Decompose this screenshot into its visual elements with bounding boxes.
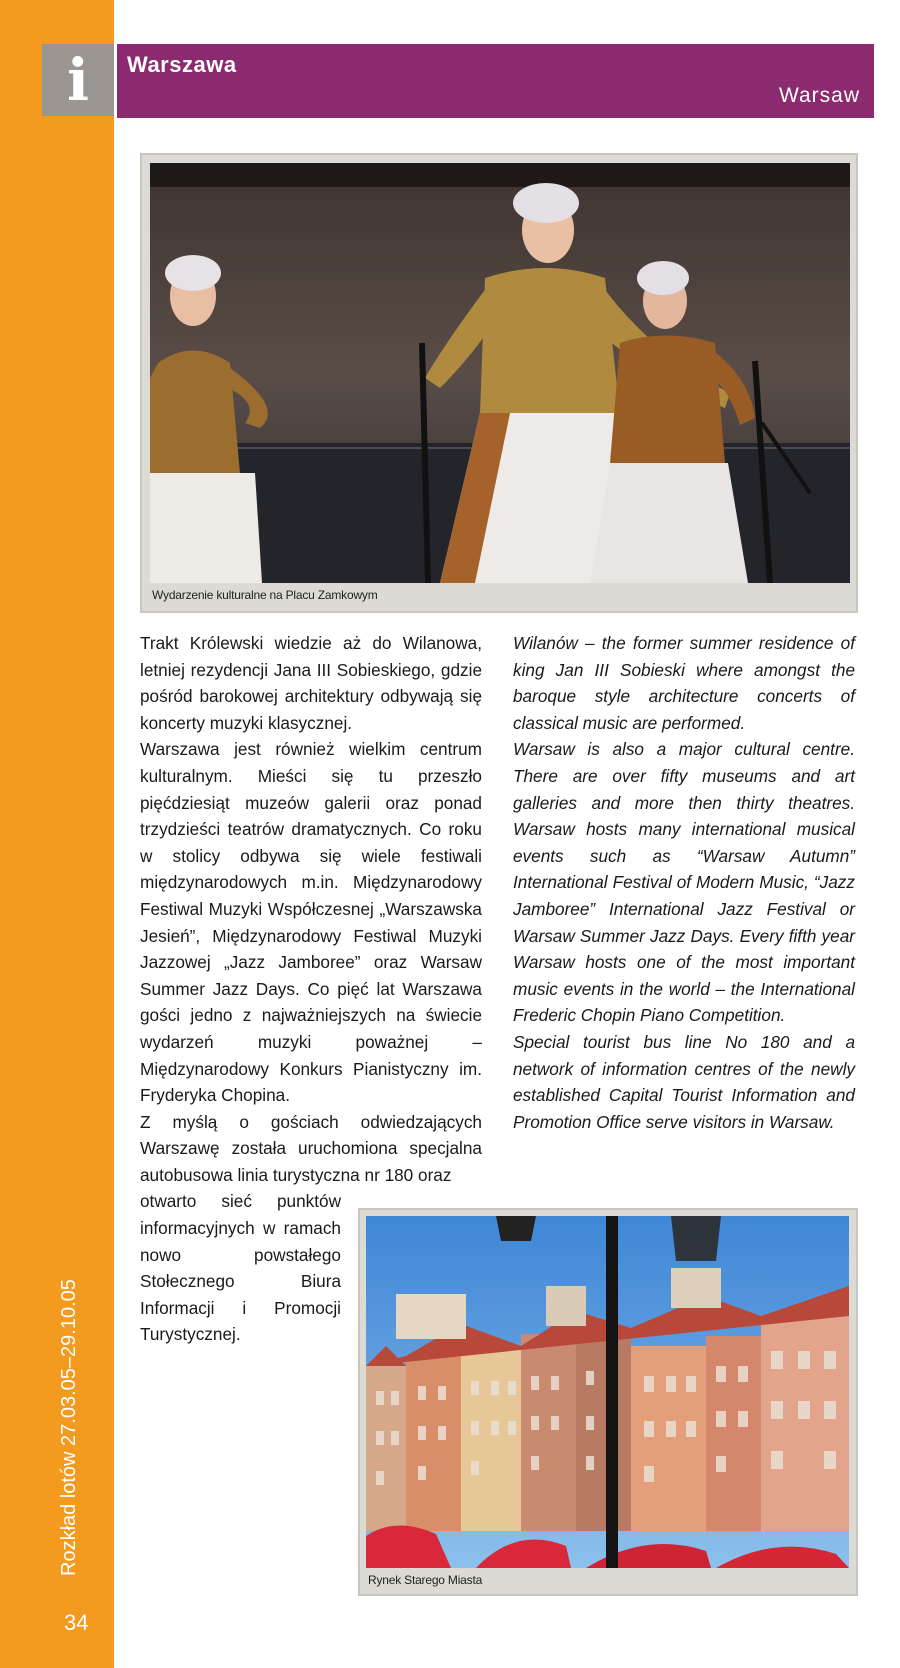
info-icon: i	[66, 46, 90, 114]
folk-dancers-image	[150, 163, 850, 583]
sidebar	[0, 0, 114, 1668]
page-number: 34	[64, 1610, 89, 1635]
english-text-column	[513, 630, 855, 1135]
paragraph: Special tourist bus line No 180 and a network of information centres of the newly established Capital Tourist Information and Promotion Office serve visitors in Warsaw.	[513, 1031, 855, 1132]
info-badge	[42, 44, 114, 116]
paragraph: Z myślą o gościach odwiedzających Warszawę została uruchomiona specjalna autobusowa linia turystyczna nr 180 oraz	[140, 1111, 482, 1185]
paragraph: Trakt Królewski wiedzie aż do Wilanowa, letniej rezydencji Jana III Sobieskiego, gdzie pośród barokowej architektury odbywają się koncerty muzyki klasycznej.	[140, 633, 482, 733]
photo-caption: Wydarzenie kulturalne na Placu Zamkowym	[152, 588, 378, 602]
flight-schedule-label: Rozkład lotów 27.03.05–29.10.05	[58, 1279, 80, 1576]
photo-caption: Rynek Starego Miasta	[368, 1573, 483, 1587]
section-subtitle: Warsaw	[778, 84, 860, 107]
paragraph: Warszawa jest również wielkim centrum kulturalnym. Mieści się tu przeszło pięćdziesiąt muzeów galerii oraz ponad trzydzieści teatrów dramatycznych. Co roku w stolicy odbywa się wiele festiwali międzynarodowych m.in. Międzynarodowy Festiwal Muzyki Współczesnej „Warszawska Jesień”, Międzynarodowy Festiwal Muzyki Jazzowej „Jazz Jamboree” oraz Warsaw Summer Jazz Days. Co pięć lat Warszawa gości jedno z najważniejszych na świecie wydarzeń muzyki poważnej – Międzynarodowy Konkurs Pianistyczny im. Fryderyka Chopina.	[140, 739, 482, 1106]
section-header	[117, 44, 874, 118]
paragraph: Warsaw is also a major cultural centre. There are over fifty museums and art galleries and more then thirty theatres. Warsaw hosts many international musical events such as “Warsaw Autumn” International Festival of Modern Music, “Jazz Jamboree” International Jazz Festival or Warsaw Summer Jazz Days. Every fifth year Warsaw hosts one of the most important music events in the world – the International Frederic Chopin Piano Competition.	[513, 739, 855, 1026]
photo-old-town-market	[358, 1208, 858, 1596]
paragraph: otwarto sieć punktów informacyjnych w ramach nowo powstałego Stołecznego Biura Informacji i Promocji Turystycznej.	[140, 1191, 341, 1345]
photo-folk-dancers	[140, 153, 858, 613]
paragraph: Wilanów – the former summer residence of king Jan III Sobieski where amongst the baroque style architecture concerts of classical music are performed.	[513, 633, 855, 733]
section-title: Warszawa	[127, 52, 237, 77]
old-town-image	[366, 1216, 849, 1568]
